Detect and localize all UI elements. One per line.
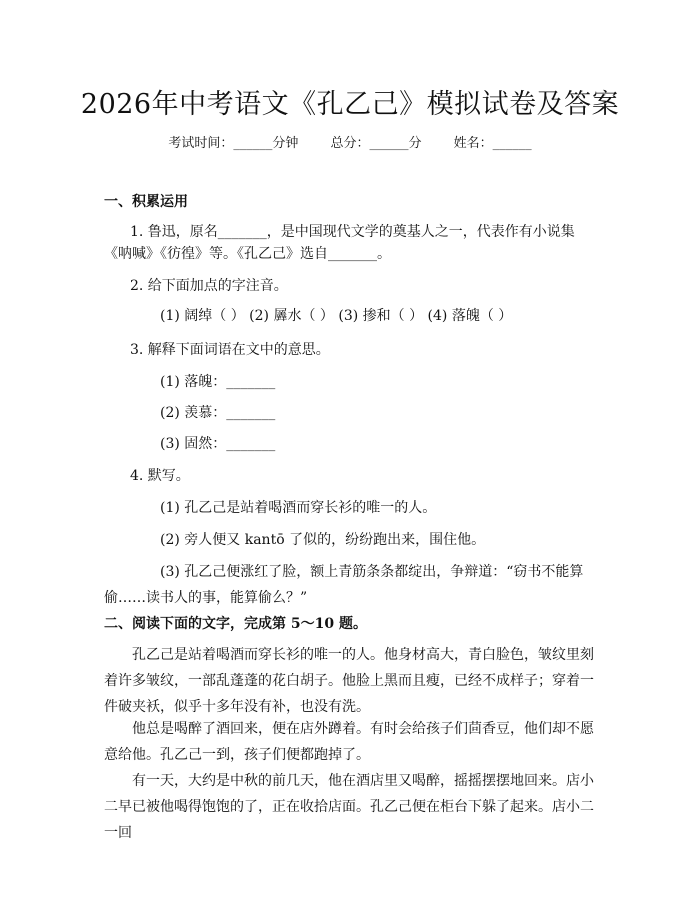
section-heading-2: 二、阅读下面的文字，完成第 5～10 题。 bbox=[104, 616, 367, 632]
question-2-items: (1) 阔绰（ ） (2) 羼水（ ） (3) 掺和（ ） (4) 落魄（ ） bbox=[160, 308, 513, 324]
question-1-line-2: 《呐喊》《彷徨》等。《孔乙己》选自_______。 bbox=[104, 246, 391, 262]
question-3: 3. 解释下面词语在文中的意思。 bbox=[130, 342, 330, 358]
student-name: 姓名：______ bbox=[453, 136, 532, 151]
question-3-c: (3) 固然：_______ bbox=[160, 436, 276, 452]
exam-meta bbox=[0, 132, 700, 151]
exam-time: 考试时间：______分钟 bbox=[168, 136, 299, 151]
reading-paragraph-3: 有一天，大约是中秋的前几天，他在酒店里又喝醉，摇摇摆摆地回来。店小二早已被他喝得饱饱的了，正在收拾店面。孔乙己便在柜台下躲了起来。店小二一回 bbox=[104, 773, 594, 841]
exam-score: 总分：______分 bbox=[330, 136, 422, 151]
question-2: 2. 给下面加点的字注音。 bbox=[130, 278, 288, 294]
section-heading-1: 一、积累运用 bbox=[104, 194, 188, 210]
question-4-b: (2) 旁人便又 kantō 了似的，纷纷跑出来，围住他。 bbox=[160, 532, 486, 548]
question-4-a: (1) 孔乙己是站着喝酒而穿长衫的唯一的人。 bbox=[160, 500, 437, 516]
question-3-a: (1) 落魄：_______ bbox=[160, 374, 276, 390]
question-3-b: (2) 羡慕：_______ bbox=[160, 405, 276, 421]
page-title: 2026年中考语文《孔乙己》模拟试卷及答案 bbox=[80, 89, 620, 120]
question-1-line-1: 1. 鲁迅，原名_______，是中国现代文学的奠基人之一，代表作有小说集 bbox=[130, 224, 575, 240]
question-4: 4. 默写。 bbox=[130, 468, 190, 484]
reading-paragraph-1: 孔乙己是站着喝酒而穿长衫的唯一的人。他身材高大，青白脸色，皱纹里刻着许多皱纹，一部乱蓬蓬的花白胡子。他脸上黑而且瘦，已经不成样子；穿着一件破夹袄，似乎十多年没有补，也没有洗。 bbox=[104, 647, 594, 715]
question-4-c: (3) 孔乙己便涨红了脸，额上青筋条条都绽出，争辩道：“窃书不能算偷……读书人的事，能算偷么？” bbox=[104, 564, 584, 606]
reading-paragraph-2: 他总是喝醉了酒回来，便在店外蹲着。有时会给孩子们茴香豆，他们却不愿意给他。孔乙己一到，孩子们便都跑掉了。 bbox=[104, 721, 594, 763]
